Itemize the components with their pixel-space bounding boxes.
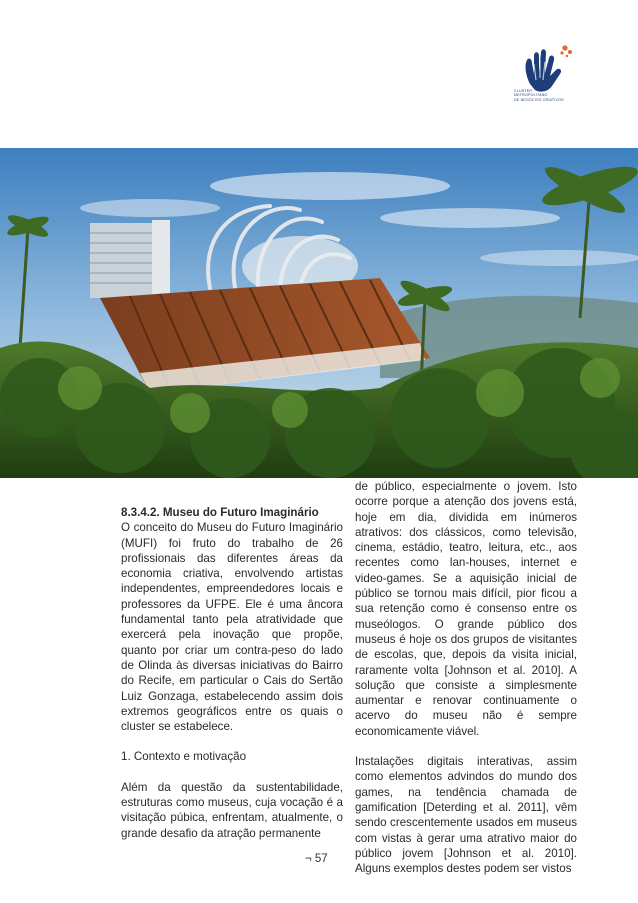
subsection-heading: 1. Contexto e motivação bbox=[121, 750, 247, 764]
page-number: ¬ 57 bbox=[305, 853, 328, 865]
museum-rendering-image bbox=[0, 148, 638, 478]
hand-logo-icon bbox=[508, 44, 586, 116]
paragraph: Além da questão da sustentabilidade, estruturas como museus, cuja vocação é a visitação púbica, enfrentam, atualmente, o grande desafio da atração permanente bbox=[121, 780, 343, 840]
logo-text: CLUSTER METROPOLITANO DE NEGÓCIOS CRIATIVOS bbox=[514, 89, 564, 102]
cluster-logo bbox=[508, 44, 586, 116]
left-text-column bbox=[121, 505, 343, 841]
paragraph: de público, especialmente o jovem. Isto ocorre porque a atenção dos jovens está, hoje em dia, dividida em inúmeros atrativos: dos clássicos, como televisão, cinema, estádio, teatro, leitura, etc., aos recentes como lan-houses, internet e video-games. Se a aquisição inicial de público se tornou mais difícil, pior ficou a sua retenção como é consenso entre os museólogos. O grande público dos museus é hoje os dos grupos de visitantes de escolas, que, depois da visita inicial, raramente volta [Johnson et al. 2010]. A solução que consiste a simplesmente aumentar e renovar continuamente o acervo do museu não é sempre economicamente viável. bbox=[355, 480, 577, 738]
museum-illustration bbox=[0, 148, 638, 478]
right-text-column bbox=[355, 479, 577, 876]
paragraph: O conceito do Museu do Futuro Imaginário (MUFI) foi fruto do trabalho de 26 profissionais das diferentes áreas da economia criativa, envolvendo artistas independentes, empreendedores locais e professores da UFPE. Ele é uma âncora fundamental tanto pela atratividade que exercerá pela inovação que propõe, quanto por criar um contra-peso do lado de Olinda às diversas iniciativas do Bairro do Recife, em particular o Cais do Sertão Luiz Gonzaga, estabelecendo assim dois extremos geográficos entre os quais o cluster se estabelece. bbox=[121, 521, 343, 734]
section-heading: 8.3.4.2. Museu do Futuro Imaginário bbox=[121, 506, 319, 519]
paragraph: Instalações digitais interativas, assim como elementos advindos do mundo dos games, na tendência chamada de gamification [Deterding et al. 2011], vêm sendo crescentemente usados em museus com vistas à gerar uma atrativo maior do público jovem [Johnson et al. 2010]. Alguns exemplos destes podem ser vistos bbox=[355, 755, 577, 876]
